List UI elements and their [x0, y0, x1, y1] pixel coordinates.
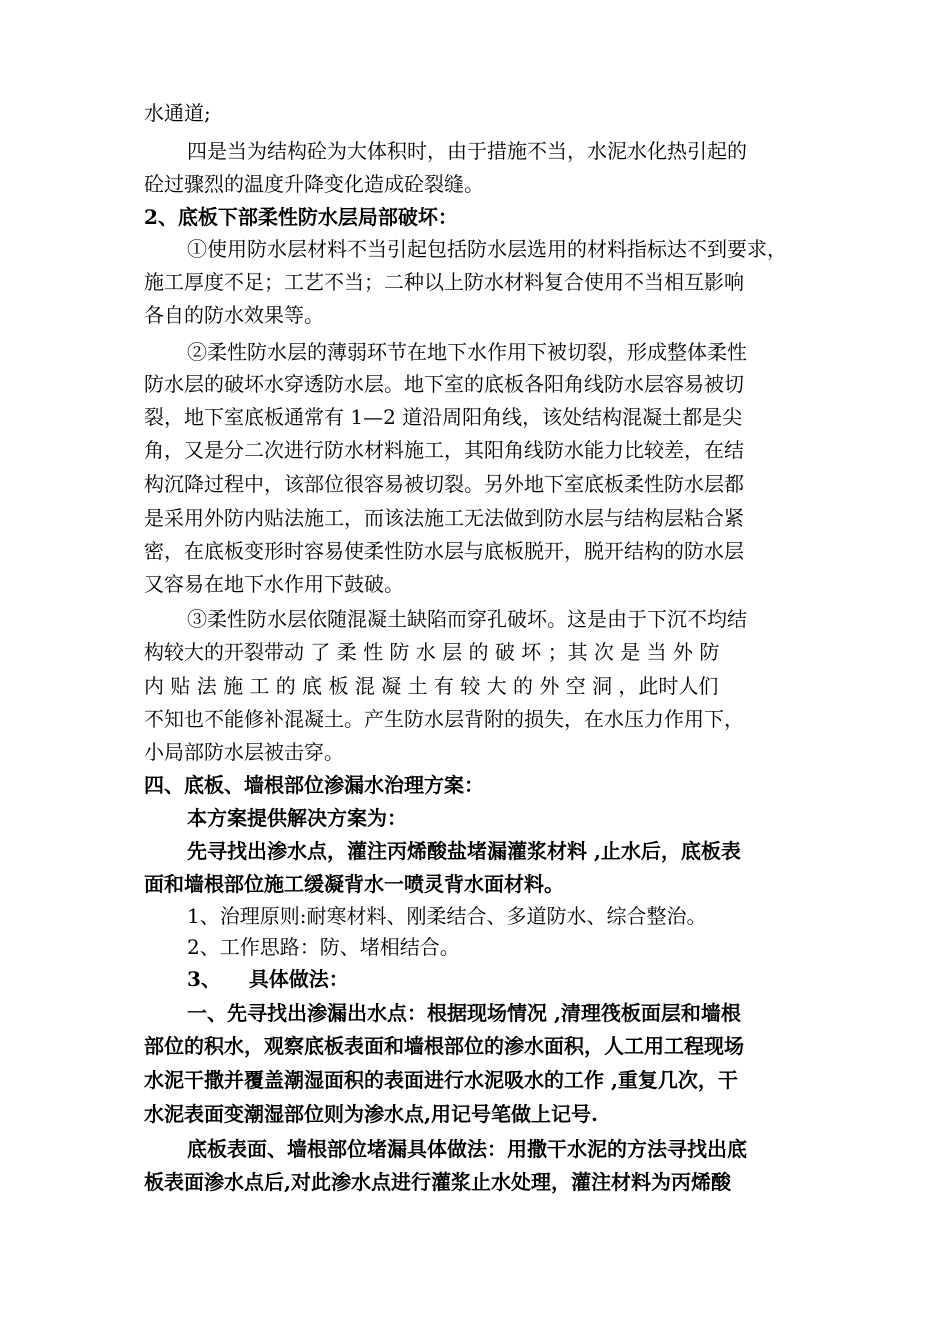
text-line: 1、治理原则:耐寒材料、刚柔结合、多道防水、综合整治。 [187, 904, 707, 928]
text-line: 密，在底板变形时容易使柔性防水层与底板脱开，脱开结构的防水层 [144, 539, 744, 563]
text-line: 不知也不能修补混凝土。产生防水层背附的损失，在水压力作用下， [144, 707, 744, 731]
text-line: ②柔性防水层的薄弱环节在地下水作用下被切裂，形成整体柔性 [187, 340, 747, 364]
text-line: 部位的积水，观察底板表面和墙根部位的渗水面积，人工用工程现场 [144, 1034, 744, 1058]
text-line: 各自的防水效果等。 [144, 303, 324, 327]
text-line: 先寻找出渗水点，灌注丙烯酸盐堵漏灌浆材料 ,止水后，底板表 [187, 839, 741, 863]
text-line: ③柔性防水层依随混凝土缺陷而穿孔破坏。这是由于下沉不均结 [187, 607, 747, 631]
text-line: 防水层的破坏水穿透防水层。地下室的底板各阳角线防水层容易被切 [144, 372, 744, 396]
text-line: 四是当为结构砼为大体积时，由于措施不当，水泥水化热引起的 [187, 139, 747, 163]
text-line: 构沉降过程中，该部位很容易被切裂。另外地下室底板柔性防水层都 [144, 472, 744, 496]
text-line: 3、 具体做法： [187, 967, 349, 991]
text-line: 角，又是分二次进行防水材料施工，其阳角线防水能力比较差，在结 [144, 438, 744, 462]
text-line: ①使用防水层材料不当引起包括防水层选用的材料指标达不到要求， [187, 237, 787, 261]
text-line: 面和墙根部位施工缓凝背水一喷灵背水面材料。 [144, 872, 564, 896]
text-line: 又容易在地下水作用下鼓破。 [144, 572, 404, 596]
text-line: 是采用外防内贴法施工，而该法施工无法做到防水层与结构层粘合紧 [144, 506, 744, 530]
section-heading: 2、底板下部柔性防水层局部破坏： [144, 205, 458, 229]
text-line: 水泥干撒并覆盖潮湿面积的表面进行水泥吸水的工作 ,重复几次，干 [144, 1068, 738, 1092]
section-heading: 四、底板、墙根部位渗漏水治理方案： [144, 773, 484, 797]
text-line: 水泥表面变潮湿部位则为渗水点,用记号笔做上记号. [144, 1102, 598, 1126]
text-line: 内 贴 法 施 工 的 底 板 混 凝 土 有 较 大 的 外 空 洞 ，此时人们 [144, 674, 719, 698]
text-line: 裂，地下室底板通常有 1—2 道沿周阳角线，该处结构混凝土都是尖 [144, 405, 743, 429]
text-line: 底板表面、墙根部位堵漏具体做法：用撒干水泥的方法寻找出底 [187, 1137, 747, 1161]
text-line: 小局部防水层被击穿。 [144, 740, 344, 764]
text-line: 一、先寻找出渗漏出水点：根据现场情况 ,清理筏板面层和墙根 [187, 1001, 741, 1025]
text-line: 本方案提供解决方案为： [187, 806, 407, 830]
text-line: 砼过骤烈的温度升降变化造成砼裂缝。 [144, 172, 484, 196]
text-line: 水通道; [144, 101, 211, 125]
text-line: 施工厚度不足；工艺不当；二种以上防水材料复合使用不当相互影响 [144, 270, 744, 294]
text-line: 板表面渗水点后,对此渗水点进行灌浆止水处理，灌注材料为丙烯酸 [144, 1170, 731, 1194]
text-line: 2、工作思路：防、堵相结合。 [187, 935, 460, 959]
text-line: 构较大的开裂带动 了 柔 性 防 水 层 的 破 坏 ；其 次 是 当 外 防 [144, 640, 720, 664]
